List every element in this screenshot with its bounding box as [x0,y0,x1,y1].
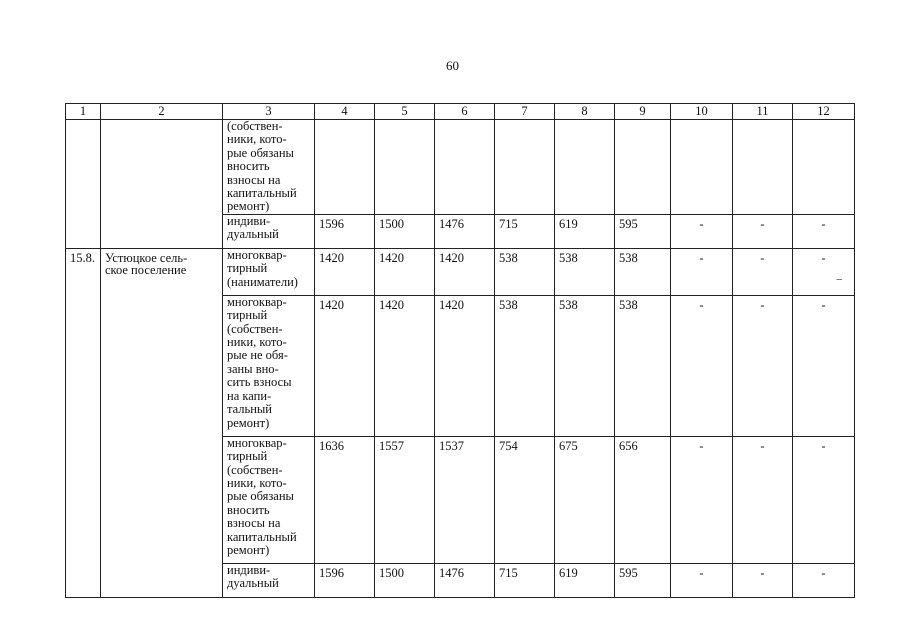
table-row [66,248,855,295]
value-cell: 656 [615,436,671,563]
housing-type-cell: многоквар- тирный (наниматели) [223,248,315,295]
housing-type-cell: (собствен- ники, кото- рые обязаны вносить взносы на капитальный ремонт) [223,120,315,215]
empty-mark-cell [733,436,793,563]
empty-mark-cell [671,248,733,295]
header-cell: 4 [315,104,375,120]
empty-mark-cell [793,563,855,597]
value-cell [555,120,615,215]
value-cell [615,120,671,215]
dash-mark: - [821,250,826,265]
value-cell: 619 [555,563,615,597]
value-cell [495,120,555,215]
dash-mark: - [821,216,826,231]
dash-mark: - [699,216,704,231]
dash-mark: - [821,297,826,312]
header-cell: 10 [671,104,733,120]
value-cell: 1476 [435,214,495,248]
empty-mark-cell [733,120,793,215]
value-cell: 538 [615,248,671,295]
header-cell: 9 [615,104,671,120]
empty-mark-cell [733,214,793,248]
header-cell: 5 [375,104,435,120]
housing-type-cell: индиви- дуальный [223,563,315,597]
value-cell: 1476 [435,563,495,597]
value-cell [435,120,495,215]
value-cell: 619 [555,214,615,248]
value-cell: 595 [615,563,671,597]
value-cell: 715 [495,214,555,248]
housing-type-cell: индиви- дуальный [223,214,315,248]
empty-mark-cell [793,214,855,248]
row-code-cell: 15.8. [66,248,101,597]
empty-mark-cell [733,295,793,436]
header-cell: 8 [555,104,615,120]
value-cell: 538 [495,248,555,295]
dash-mark: - [760,250,765,265]
value-cell: 1500 [375,563,435,597]
dash-mark: - [699,565,704,580]
empty-mark-cell [671,436,733,563]
value-cell: 1420 [375,295,435,436]
table-row [66,120,855,215]
row-code-cell [66,120,101,249]
dash-mark: - [760,216,765,231]
value-cell: 1636 [315,436,375,563]
header-cell: 1 [66,104,101,120]
value-cell: 1596 [315,214,375,248]
header-row [66,104,855,120]
empty-mark-cell [733,563,793,597]
empty-mark-cell [733,248,793,295]
tariff-table [65,103,855,598]
value-cell: 1537 [435,436,495,563]
header-cell: 3 [223,104,315,120]
value-cell: 1420 [435,295,495,436]
value-cell: 1420 [315,295,375,436]
header-cell: 11 [733,104,793,120]
empty-mark-cell [671,563,733,597]
empty-mark-cell [793,248,855,295]
dash-mark: - [760,565,765,580]
value-cell: 538 [495,295,555,436]
value-cell: 1557 [375,436,435,563]
header-cell: 6 [435,104,495,120]
value-cell [315,120,375,215]
value-cell: 538 [555,248,615,295]
dash-mark: - [699,297,704,312]
dash-mark: - [821,438,826,453]
value-cell [375,120,435,215]
value-cell: 675 [555,436,615,563]
housing-type-cell: многоквар- тирный (собствен- ники, кото- рые не обя- заны вно- сить взносы на капи- тальный ремонт) [223,295,315,436]
dash-mark: - [699,438,704,453]
value-cell: 1596 [315,563,375,597]
value-cell: 754 [495,436,555,563]
dash-mark: - [760,438,765,453]
settlement-cell [101,120,223,249]
header-cell: 7 [495,104,555,120]
header-cell: 2 [101,104,223,120]
value-cell: 1420 [315,248,375,295]
value-cell: 538 [615,295,671,436]
extra-mark: _ [836,269,842,282]
settlement-cell: Устюцкое сель- ское поселение [101,248,223,597]
value-cell: 715 [495,563,555,597]
dash-mark: - [760,297,765,312]
empty-mark-cell [671,120,733,215]
value-cell: 538 [555,295,615,436]
housing-type-cell: многоквар- тирный (собствен- ники, кото- рые обязаны вносить взносы на капитальный ремонт) [223,436,315,563]
dash-mark: - [699,250,704,265]
empty-mark-cell [793,120,855,215]
page-number: 60 [446,58,459,73]
empty-mark-cell [793,436,855,563]
value-cell: 595 [615,214,671,248]
header-cell: 12 [793,104,855,120]
empty-mark-cell [671,214,733,248]
value-cell: 1420 [435,248,495,295]
empty-mark-cell [671,295,733,436]
empty-mark-cell [793,295,855,436]
value-cell: 1420 [375,248,435,295]
dash-mark: - [821,565,826,580]
value-cell: 1500 [375,214,435,248]
